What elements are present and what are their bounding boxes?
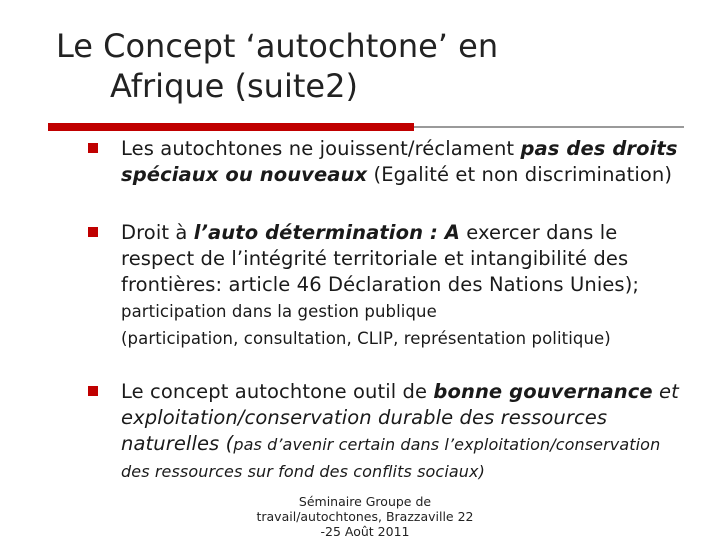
bullet-1-emphasis: pas des droits spéciaux ou nouveaux bbox=[121, 137, 678, 186]
bullet-2-part-3: exercer dans le respect de l’intégrité territoriale et intangibilité des frontières: article 46 Déclaration des Nations Unies); bbox=[121, 221, 640, 296]
slide-title bbox=[56, 26, 656, 106]
bullet-2-part-4: participation dans la gestion publique bbox=[121, 302, 437, 321]
title-line-2: Afrique (suite2) bbox=[110, 67, 358, 105]
bullet-2-part-5: (participation, consultation, CLIP, représentation politique) bbox=[121, 329, 611, 348]
title-accent-bar bbox=[48, 123, 414, 131]
bullet-1-text bbox=[121, 136, 681, 188]
bullet-3-part-1: Le concept autochtone outil de bbox=[121, 380, 434, 403]
bullet-1-part-3: (Egalité et non discrimination) bbox=[367, 163, 673, 186]
slide-footer bbox=[250, 494, 480, 539]
square-bullet-icon bbox=[88, 227, 98, 237]
footer-line-3: -25 Août 2011 bbox=[320, 524, 410, 539]
square-bullet-icon bbox=[88, 143, 98, 153]
square-bullet-icon bbox=[88, 386, 98, 396]
bullet-3-part-3: et exploitation/conservation durable des ressources naturelles ( bbox=[121, 380, 679, 455]
bullet-2-part-1: Droit à bbox=[121, 221, 194, 244]
bullet-2-emphasis: l’auto détermination : A bbox=[193, 221, 460, 244]
footer-line-2: travail/autochtones, Brazzaville 22 bbox=[256, 509, 474, 524]
bullet-3-part-4: pas d’avenir certain dans l’exploitation/conservation des ressources sur fond des conflits sociaux) bbox=[121, 435, 661, 481]
footer-line-1: Séminaire Groupe de bbox=[298, 494, 432, 509]
bullet-3-emphasis: bonne gouvernance bbox=[433, 380, 653, 403]
bullet-2-text bbox=[121, 220, 681, 352]
bullet-3-text bbox=[121, 379, 681, 485]
bullet-1-part-1: Les autochtones ne jouissent/réclament bbox=[121, 137, 521, 160]
title-line-1: Le Concept ‘autochtone’ en bbox=[56, 27, 499, 65]
